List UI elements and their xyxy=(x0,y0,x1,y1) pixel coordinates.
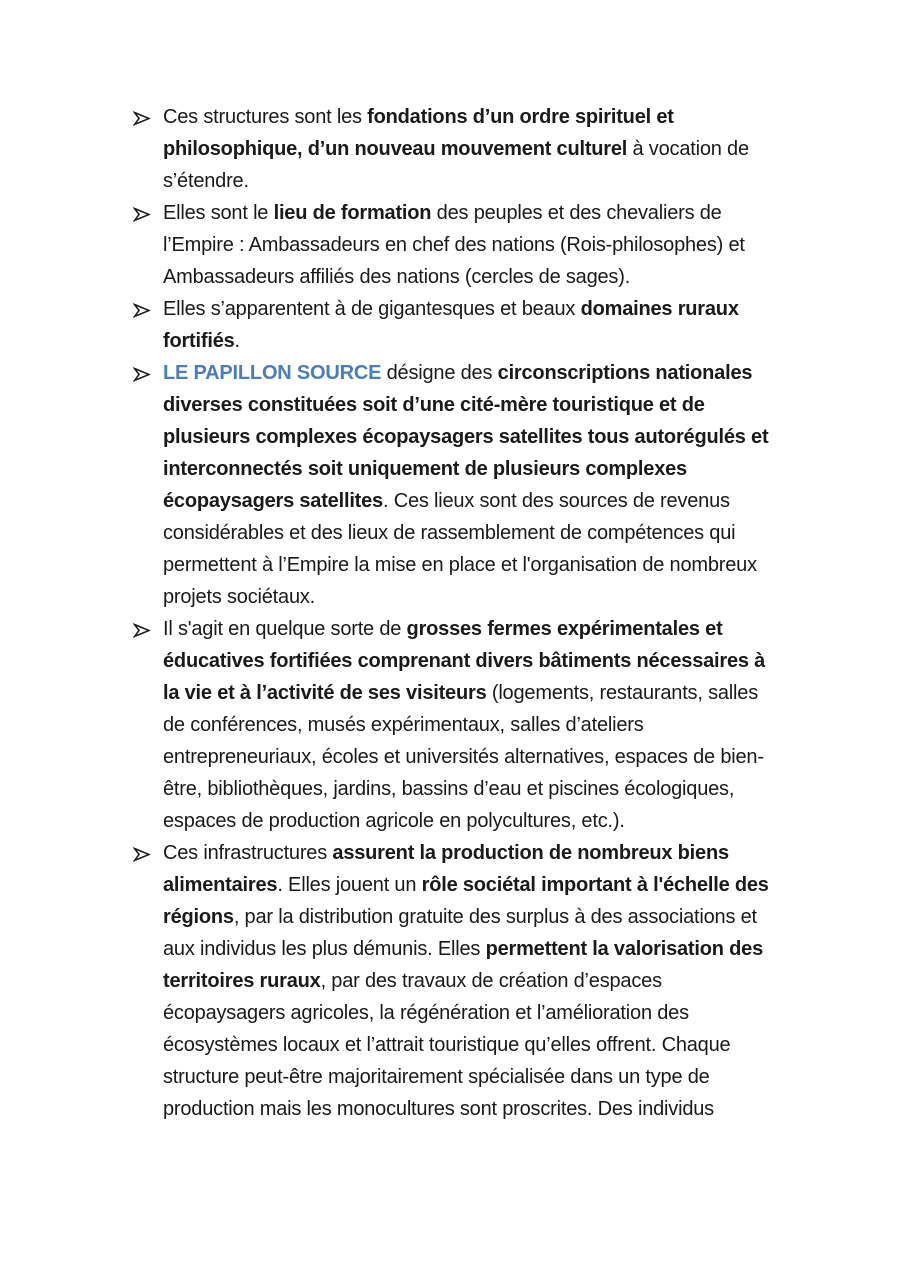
text-segment: grosses fermes expérimentales et xyxy=(406,618,723,640)
text-line xyxy=(163,645,833,677)
text-line xyxy=(163,421,833,453)
bullet-item xyxy=(133,101,833,197)
text-segment: écosystèmes locaux et l’attrait touristique qu’elles offrent. Chaque xyxy=(163,1034,731,1056)
text-line xyxy=(163,581,833,613)
text-segment: structure peut-être majoritairement spécialisée dans un type de xyxy=(163,1066,710,1088)
bullet-text xyxy=(163,357,833,613)
text-segment: alimentaires xyxy=(163,874,278,896)
text-segment: Elles sont le xyxy=(163,202,274,224)
text-segment: entrepreneuriaux, écoles et universités alternatives, espaces de bien- xyxy=(163,746,764,768)
text-segment: Il s'agit en quelque sorte de xyxy=(163,618,407,640)
text-line xyxy=(163,1093,833,1125)
papillon-source-highlight: LE PAPILLON SOURCE xyxy=(163,362,382,384)
text-segment: production mais les monocultures sont proscrites. Des individus xyxy=(163,1098,714,1120)
text-segment: rôle sociétal important à l'échelle des xyxy=(421,874,769,896)
text-segment: permettent la valorisation des xyxy=(485,938,763,960)
bullet-list xyxy=(133,101,833,1125)
bullet-text xyxy=(163,101,833,197)
bullet-item xyxy=(133,357,833,613)
text-line xyxy=(163,453,833,485)
text-segment: philosophique, d’un nouveau mouvement culturel xyxy=(163,138,628,160)
text-line xyxy=(163,389,833,421)
text-segment: Ces infrastructures xyxy=(163,842,333,864)
text-segment: Ambassadeurs affiliés des nations (cercles de sages). xyxy=(163,266,631,288)
text-segment: aux individus les plus démunis. Elles xyxy=(163,938,486,960)
bullet-text xyxy=(163,613,833,837)
text-line xyxy=(163,677,833,709)
text-segment: . xyxy=(234,330,240,352)
three-d-arrowhead-bullet-icon xyxy=(133,101,163,133)
text-line xyxy=(163,549,833,581)
text-segment: (logements, restaurants, salles xyxy=(486,682,759,704)
three-d-arrowhead-bullet-icon xyxy=(133,837,163,869)
text-segment: projets sociétaux. xyxy=(163,586,316,608)
text-line xyxy=(163,805,833,837)
text-segment: lieu de formation xyxy=(273,202,432,224)
text-line xyxy=(163,837,833,869)
three-d-arrowhead-bullet-icon xyxy=(133,293,163,325)
text-segment: l’Empire : Ambassadeurs en chef des nations (Rois-philosophes) et xyxy=(163,234,745,256)
bullet-item xyxy=(133,613,833,837)
bullet-text xyxy=(163,197,833,293)
text-segment: Ces structures sont les xyxy=(163,106,368,128)
three-d-arrowhead-bullet-icon xyxy=(133,197,163,229)
text-line xyxy=(163,133,833,165)
text-segment: . Ces lieux sont des sources de revenus xyxy=(382,490,730,512)
text-segment: Elles s’apparentent à de gigantesques et beaux xyxy=(163,298,581,320)
text-line xyxy=(163,741,833,773)
text-segment: s’étendre. xyxy=(163,170,249,192)
text-line xyxy=(163,357,833,389)
text-segment: espaces de production agricole en polycultures, etc.). xyxy=(163,810,625,832)
text-segment: domaines ruraux xyxy=(580,298,739,320)
text-line xyxy=(163,901,833,933)
text-line xyxy=(163,613,833,645)
text-segment: assurent la production de nombreux biens xyxy=(332,842,729,864)
bullet-item xyxy=(133,837,833,1125)
text-segment: diverses constituées soit d’une cité-mère touristique et de xyxy=(163,394,705,416)
text-line xyxy=(163,965,833,997)
text-line xyxy=(163,261,833,293)
text-segment: désigne des xyxy=(381,362,498,384)
text-line xyxy=(163,325,833,357)
text-segment: plusieurs complexes écopaysagers satellites tous autorégulés et xyxy=(163,426,769,448)
text-segment: à vocation de xyxy=(627,138,749,160)
bullet-item xyxy=(133,197,833,293)
text-line xyxy=(163,165,833,197)
text-segment: des peuples et des chevaliers de xyxy=(431,202,722,224)
text-segment: la vie et à l’activité de ses visiteurs xyxy=(163,682,487,704)
text-line xyxy=(163,293,833,325)
bullet-item xyxy=(133,293,833,357)
text-line xyxy=(163,933,833,965)
text-segment: régions xyxy=(163,906,234,928)
text-line xyxy=(163,517,833,549)
text-line xyxy=(163,869,833,901)
text-segment: fortifiés xyxy=(163,330,235,352)
text-segment: , par la distribution gratuite des surplus à des associations et xyxy=(233,906,757,928)
text-segment: fondations d’un ordre spirituel et xyxy=(367,106,674,128)
text-line xyxy=(163,229,833,261)
text-line xyxy=(163,485,833,517)
text-line xyxy=(163,1061,833,1093)
text-line xyxy=(163,197,833,229)
text-line xyxy=(163,1029,833,1061)
three-d-arrowhead-bullet-icon xyxy=(133,357,163,389)
text-segment: interconnectés soit uniquement de plusieurs complexes xyxy=(163,458,687,480)
text-segment: écopaysagers agricoles, la régénération et l’amélioration des xyxy=(163,1002,689,1024)
text-line xyxy=(163,773,833,805)
text-segment: écopaysagers satellites xyxy=(163,490,383,512)
text-line xyxy=(163,709,833,741)
text-segment: , par des travaux de création d’espaces xyxy=(320,970,662,992)
three-d-arrowhead-bullet-icon xyxy=(133,613,163,645)
text-segment: éducatives fortifiées comprenant divers bâtiments nécessaires à xyxy=(163,650,766,672)
bullet-text xyxy=(163,837,833,1125)
text-segment: permettent à l’Empire la mise en place et l'organisation de nombreux xyxy=(163,554,757,576)
text-segment: circonscriptions nationales xyxy=(497,362,753,384)
text-line xyxy=(163,997,833,1029)
text-line xyxy=(163,101,833,133)
text-segment: . Elles jouent un xyxy=(277,874,422,896)
text-segment: territoires ruraux xyxy=(163,970,321,992)
text-segment: de conférences, musés expérimentaux, salles d’ateliers xyxy=(163,714,644,736)
bullet-text xyxy=(163,293,833,357)
text-segment: être, bibliothèques, jardins, bassins d’eau et piscines écologiques, xyxy=(163,778,735,800)
text-segment: considérables et des lieux de rassemblement de compétences qui xyxy=(163,522,736,544)
